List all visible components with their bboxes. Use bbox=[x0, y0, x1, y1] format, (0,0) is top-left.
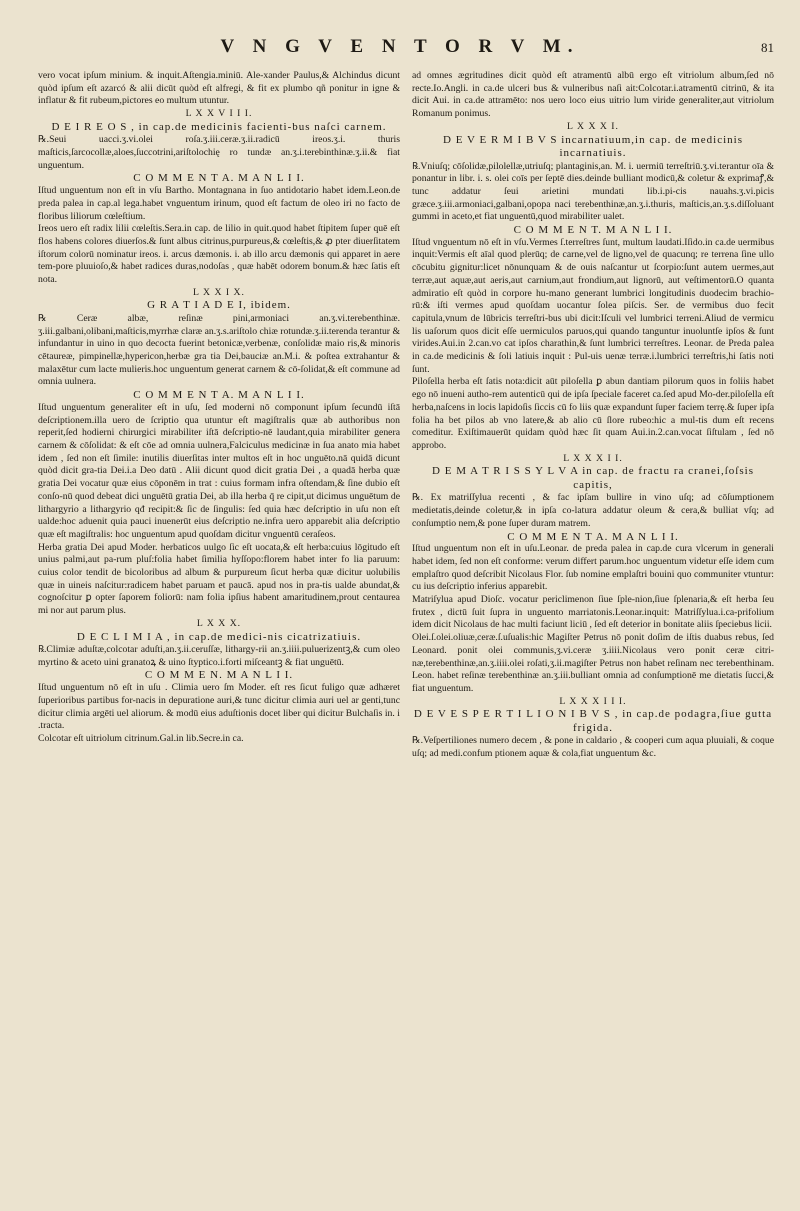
recipe-paragraph: ℞.Climiæ aduſtæ,colcotar aduſti,an.ʒ.ii.ceruſſæ, lithargy-rii an.ʒ.iiii.puluerizentꝫ,& cum oleo myrtino & aceto uini granatoꝝ & uino ſtyptico.i.forti miſceantꝫ & fiat unguētū. bbox=[38, 644, 400, 668]
recipe-paragraph: ℞. Ex matriſſylua recenti , & fac ipſam bullire in vino uſq; ad cōſumptionem medietatis,deinde coletur,& in ipſa co-latura addatur oleum & cera,& bulliat vſq; ad conſumptio nem,& pone ſuper duram matrem. bbox=[412, 492, 774, 529]
commentary-heading: C O M M E N T A. M A N L I I. bbox=[507, 530, 679, 543]
recipe-paragraph: ℞.Vniuſq; cōſolidæ,pilolellæ,utriuſq; plantaginis,an. M. i. uermiū terreſtriū.ʒ.vi.terantur oīa & ponantur in libr. i. s. olei coīs per ſeptē dies.deinde bulliant modicū,& coletur & exprimaꝭ,& tunc addatur ſeui arietini mundati lib.i.pi-cis nauahs.ʒ.vi.picis græce.ʒ.iii.armoniaci,galbani,opopa naci terebenthinæ,an.ʒ.i.thuris, maſticis,an.ʒ.s.diſſoluant gummi in aceto,et fiat unguentū,quod mirabiliter ualet. bbox=[412, 160, 774, 223]
recipe-paragraph: ℞.Seui uacci.ʒ.vi.olei roſa.ʒ.iii.ceræ.ʒ.ii.radicū ireos.ʒ.i. thuris maſticis,ſarcocollæ,aloes,ſuccotrini,ariſtolochię ro tundæ an.ʒ.i.terebinthinæ.ʒ.ii.& fiat unguentum. bbox=[38, 134, 400, 171]
section-heading: D E M A T R I S S Y L V A in cap. de fractu ra cranei,ſoſsis capitis, bbox=[432, 465, 754, 491]
paragraph: ad omnes ægritudines dicit quòd eſt atramentū albū ergo eſt vitriolum album,ſed nō recte.Io.Angli. in ca.de ulceri bus & vulneribus naſi ait:Colcotar.i.atramentū citrinū, & ita dicit Aui. in ca.de attramēto: nos uero loco eius uitrio lum viride generaliter,aut vitriolum Romanum ponimus. bbox=[412, 70, 774, 120]
section-number: L X X X I I. bbox=[563, 452, 623, 464]
section-number: L X X V I I I. bbox=[185, 108, 253, 120]
page-number: 81 bbox=[761, 40, 774, 55]
section-heading: G R A T I A D E I, ibidem. bbox=[147, 299, 291, 312]
commentary-heading: C O M M E N T A. M A N L I I. bbox=[133, 389, 305, 402]
section-number: L X X X I I I. bbox=[559, 695, 627, 707]
recipe-paragraph: ℞.Veſpertiliones numero decem , & pone in caldario , & cooperi cum aqua pluuiali, & coque uſq; ad medi.confum ptionem aquæ & cola,fiat unguentum &c. bbox=[412, 735, 774, 760]
section-heading: D E V E R M I B V S incarnatiuum,in cap. de medicinis incarnatiuis. bbox=[443, 133, 743, 160]
left-column bbox=[38, 70, 400, 1195]
paragraph: Iſtud unguentum non eſt in uſu.Leonar. de preda palea in cap.de cura vlcerum in generali habet idem, ſed non eſt conforme: verum differt parum.hoc unguentum videtur eſſe idem cum emplaſtro quod deſcribit Nicolaus Flor. ſub nomine emplaſtri bouini quo communiter vtuntur: cu ius deſcriptio inferius apparebit. bbox=[412, 543, 774, 593]
paragraph: Iſtud unguentum nō eſt in uſu . Climia uero ſm Moder. eſt res ſicut fuligo quæ adhæret ſuperioribus partibus for-nacis in depuratione auri,& tunc dicitur climia auri uel ar genti,tunc dicitur climia argēti uel aliorum. & modū eius aduſtionis docet liber qui dicitur Bulchaſis in. i .tracta. bbox=[38, 682, 400, 732]
paragraph: Ireos uero eſt radix lilii cœleſtis.Sera.in cap. de lilio in quit.quod habet ſtipitem ſuper quē eſt flos habens colores diuerſos.& ſunt albus citrinus,purpureus,& cœleſtis,& ꝓ pter diuerſitatem iſtorum colorū nominatur ireos. i. arcus dæmonis. i. ab illo arcu dæmonis qui apparet in aere tem-pore pluuioſo,& habet radices duras,nodoſas , quæ habēt odorem bonum.& hæc ſatis eſt nota. bbox=[38, 223, 400, 286]
running-title: V N G V E N T O R V M. bbox=[220, 36, 580, 57]
running-head bbox=[0, 36, 800, 66]
paragraph: Colcotar eſt uitriolum citrinum.Gal.in lib.Secre.in ca. bbox=[38, 732, 244, 744]
recipe-paragraph: ℞ Ceræ albæ, reſinæ pini,armoniaci an.ʒ.vi.terebenthinæ. ʒ.iii.galbani,olibani,maſticis,myrrhæ claræ an.ʒ.s.ariſtolo chiæ rotundæ.ʒ.ii.terenda terantur & infundantur in uino in quo decocta fuerint betonicæ,verbenæ, conſolidæ maio ris,& minoris cētaureæ, pimpinellæ,hypericon,herbæ gra tia Dei,bauciæ an.M.i. & poſtea extrahantur & malaxētur cum lacte mulieris.hoc unguentum generat carnem & cō-ſolidat,& eſt commune ad omnia uulnera. bbox=[38, 312, 400, 388]
paragraph: Olei.ſ.olei.oliuæ,ceræ.ſ.uſualis:hic Magiſter Petrus nō ponit doſim de iſtis duabus rebus, ſed Leonard. ponit olei communis,ʒ.vi.ceræ ʒ.iiii.Nicolaus vero ponit ceræ citri-næ,terebenthinæ,an.ʒ.iiii.olei roſati,ʒ.ii.magiſter Petrus non habet reſinam nec terebenthinam. Leon. habet reſinæ terebenthinæ an.ʒ.iii.bulliant omnia ad conſumptionē me dietatis ſucci,& fiat unguentum. bbox=[412, 632, 774, 694]
paragraph: Iſtud unguentum generaliter eſt in uſu, ſed moderni nō componunt ipſum ſecundū iſtā deſcriptionem.illa uero de ſcriptio qua utuntur eſt magiſtralis quæ ab authoribus non reperit,ſed hodierni chirurgici mirabiliter iſtā deſcriptio-nē laudant,quia mirabiliter genera carnem & cōſolidat: & eſt cōe ad omnia uulnera,Falciculus medicinæ in ſua anato mia habet idem , ſed non eſt ſimile: inutilis diuerſitas inter multos eſt in hoc unguēto.nā quidā dicunt quòd dicit gra-tia Dei.i.a Deo datū . Alii dicunt quod dicit gratia Dei , a quadā herba quæ gratia Dei vocatur quæ eius cōponēm in trat : cuius formam infra oſtendam,& ſine dubio eſt conſo-nū quod debeat dici unguētū gratia Dei, ab illa herba q̄ re cipit,ut dicimus unguētum de lithargyrio a lithargyrio qđ recipit:& ſic de ſingulis: ſed quia hæc deſcriptio in uſu non eſt ualde:hoc aduenit quia pauci inuenerūt eius deſcriptio ne.infra uero apparebit alia deſcriptio quæ eſt magiſtralis: hoc unguentum apud quoſdam dicitur vnguentū ceraſeos. bbox=[38, 401, 400, 540]
section-heading: D E I R E O S , in cap.de medicinis facienti-bus naſci carnem. bbox=[51, 120, 387, 133]
section-number: L X X I X. bbox=[193, 286, 245, 298]
paragraph: Matriſylua apud Dioſc. vocatur periclimenon ſiue ſple-nion,ſiue ſplenaria,& eſt herba ſeu frutex , dictū ſuit ſupra in unguento marriatonis.Leonar.inquit: Matriſſylua.i.ca-prifolium idem dicit Nicolaus de hac multi faciunt liciū , ſed eſt deterior in bonitate aliis ſpeciebus licii. bbox=[412, 594, 774, 631]
paragraph: Herba gratia Dei apud Moder. herbaticos uulgo ſic eſt uocata,& eſt herba:cuius lōgitudo eſt unius palmi,aut pa-rum pluſ:folia habet ſimilia hyſſopo:florem habet inter fo lia paruum: cuius color tendit de bicoloribus ad album & purpureum ſicut herba quæ dicitur uolubilis quæ in uineis naſcitur:radicem habet paruam et paucā. apud nos in pra-tis ualde abundat,& cognoſcitur ꝑ opter ſaporem foliorū: nam folia ipſius habent amaritudinem,prout centaurea mi nor aut parum plus. bbox=[38, 541, 400, 617]
section-heading: D E C L I M I A , in cap.de medici-nis cicatrizatiuis. bbox=[76, 630, 362, 643]
section-number: L X X X. bbox=[196, 617, 242, 629]
paragraph: Piloſella herba eſt ſatis nota:dicit aūt piloſella ꝑ abun dantiam pilorum quos in foliis habet ego nō inueni autho-rem autenticū qui de ipſa ſpeciale faceret ca.ſed apud Mo-der.piloſella eſt herba,naſcens in locis lapidoſis ſiccis cū fo liis quæ expandunt ſuper faciem terrę.& ſuper ipſa folia ha bet pilos ab vno latere,& ab alio cū ſlore rubeo:hic a mul-tis dum eſt recens comeditur. Exiſtimauerūt quidam quòd hæc ſit quam Aui.in.2.can.vocat ſiſtulam , ſed nō approbo. bbox=[412, 376, 774, 451]
section-heading: D E V E S P E R T I L I O N I B V S , in cap.de podagra,ſiue gutta frigida. bbox=[413, 708, 773, 734]
commentary-heading: C O M M E N T A. M A N L I I. bbox=[133, 172, 305, 185]
paragraph: Iſtud unguentum non eſt in vſu Bartho. Montagnana in ſuo antidotario habet idem.Leon.de preda palea in cap.al lega.habet vnguentum irinum, quod eſt factum de oleo iri no facto de floribus liliorum cœleſtium. bbox=[38, 185, 400, 222]
section-number: L X X X I. bbox=[567, 120, 619, 132]
paragraph: vero vocat ipſum minium. & inquit.Aſtengia.miniū. Ale-xander Paulus,& Alchindus dicunt quòd ipſum eſt azarcó & alii dicūt quòd eſt alfregi, & fit ex plumbo qñ ponitur in igne & inflatur & fit rubeum,pictores eo multum utuntur. bbox=[38, 70, 400, 107]
commentary-heading: C O M M E N T. M A N L I I. bbox=[513, 224, 673, 237]
paragraph: Iſtud vnguentum nō eſt in vſu.Vermes ſ.terreſtres ſunt, multum laudati.Iſido.in ca.de uermibus inquit:Vermis eſt aīal quod plerūq; de carne,vel de ligno,vel de quacunq; re terrena ſine ullo cōcubitu gignitur:licet nōnunquam & de ouis naſcantur ut ſcorpio:ſunt autem uermes,aut terræ,aut aquæ,aut aeris,aut carnium,aut frondium,aut lignorū, aut veſtimentorū.O quanta admiratio eſt quòd in corpore hu-mano generant lumbrici longitudinis duodecim brachio-rū:& iſti vermes apud quoſdam uocantur ſolea piſcis. Ser. de vermibus duo fecit capitula,vnum de lūbricis terreſtri-bus ubi dicit:Iſculi vel lumbrici terreni.Aliud de vermicu lis uaſorum quos dicit eſſe uermiculos paruos,qui quando tanguntur inuoluntſe ipſos & ſunt virides.Aui.in 2.can.vo cat ipſos charathin,& ſunt lumbrici terreſtres. Leonar. de Preda palea in ca.de medicinis & ſoli latiuis inquit : Pul-uis uenæ terræ.i.lumbrici terreſtris,hi ſatis noti ſunt. bbox=[412, 236, 774, 375]
commentary-heading: C O M M E N. M A N L I I. bbox=[144, 669, 294, 682]
right-column bbox=[412, 70, 774, 1195]
